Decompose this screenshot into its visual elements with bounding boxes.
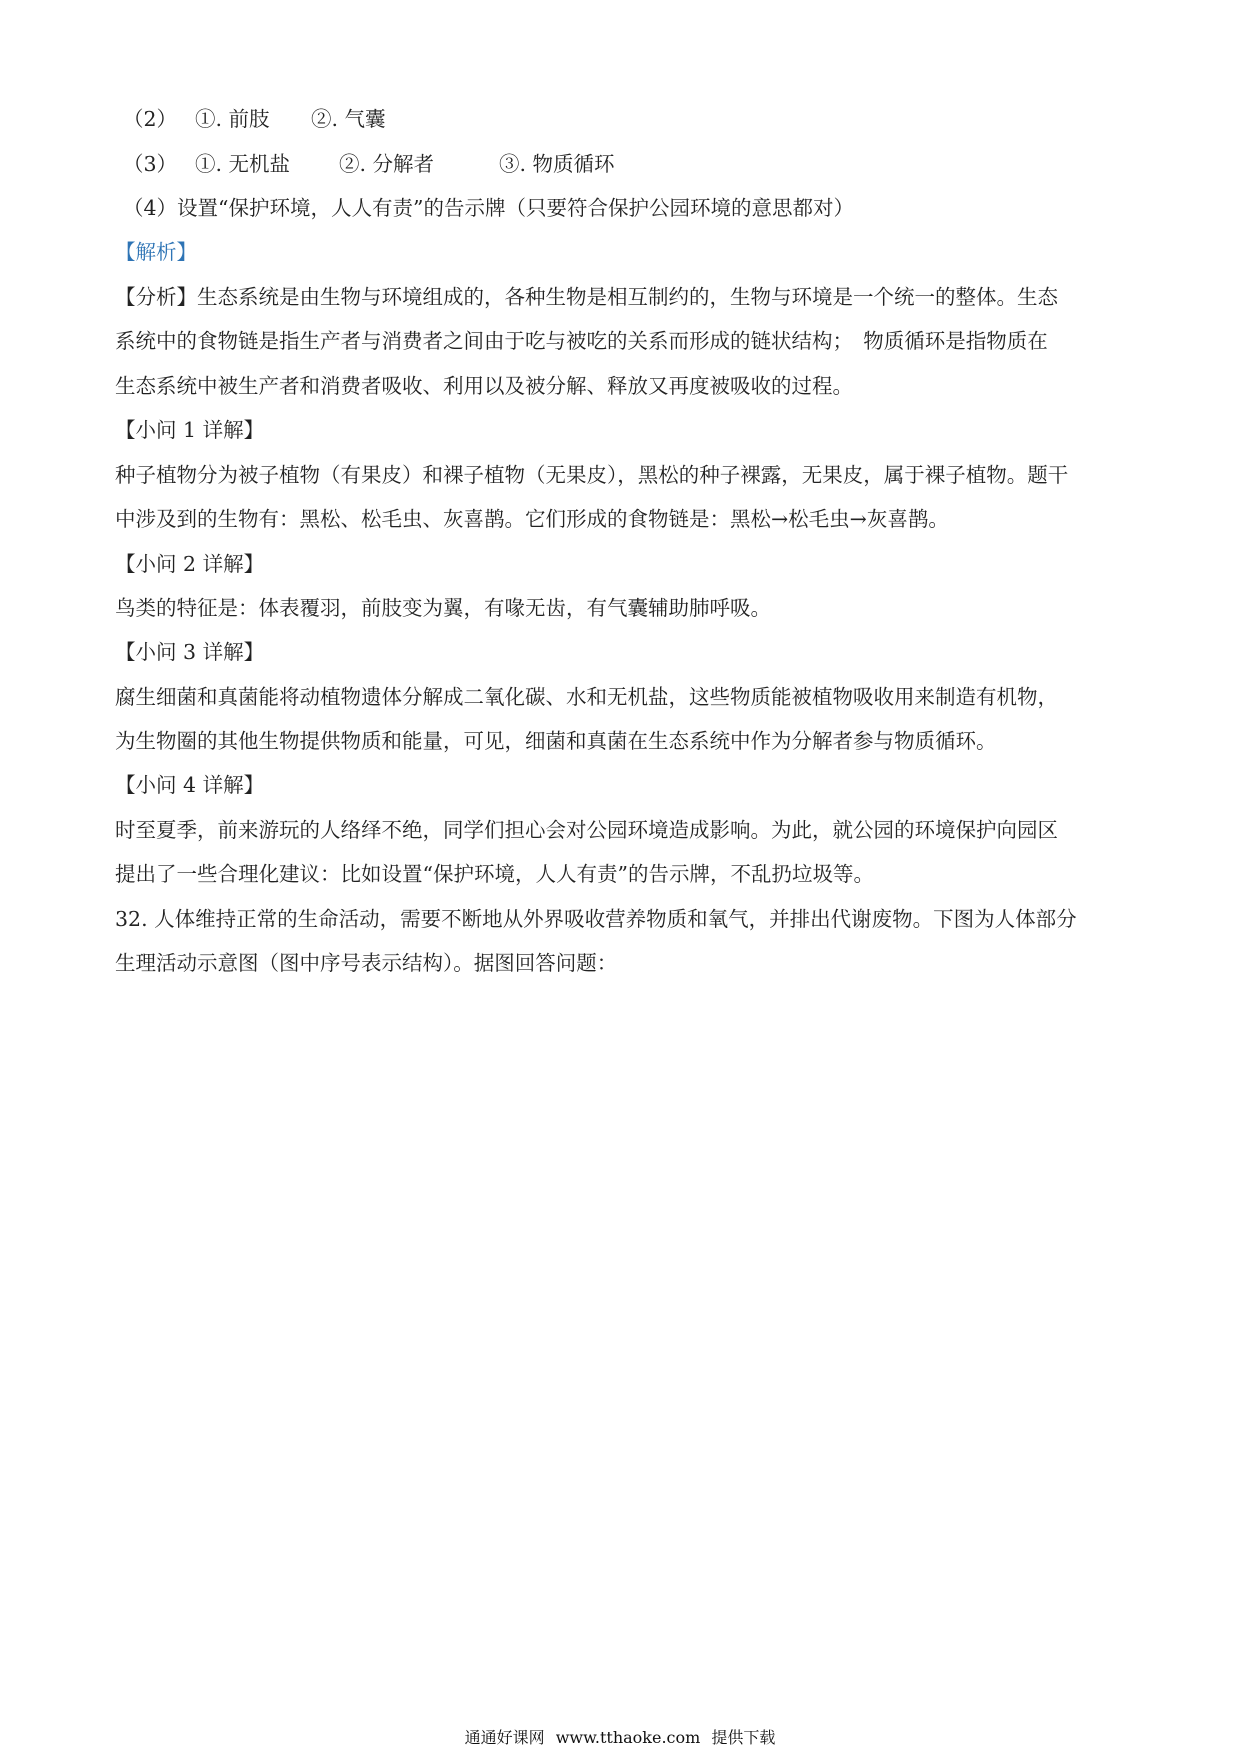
sub1-heading: 【小问 1 详解】 [115, 418, 265, 442]
answer-q3-option-3: ③. 物质循环 [499, 152, 615, 176]
analysis-line: 【分析】生态系统是由生物与环境组成的，各种生物是相互制约的，生物与环境是一个统一的整体。生态 [115, 285, 1058, 309]
answer-q2 [123, 106, 386, 132]
sub1-line: 种子植物分为被子植物（有果皮）和裸子植物（无果皮），黑松的种子裸露，无果皮，属于裸子植物。题干 [115, 463, 1069, 487]
footer-site-name: 通通好课网 [464, 1728, 545, 1747]
answer-q2-label: （2） [123, 107, 178, 131]
answer-q2-option-2: ②. 气囊 [311, 107, 386, 131]
sub3-heading: 【小问 3 详解】 [115, 640, 265, 664]
sub2-line: 鸟类的特征是：体表覆羽，前肢变为翼，有喙无齿，有气囊辅助肺呼吸。 [115, 596, 771, 620]
sub1-line: 中涉及到的生物有：黑松、松毛虫、灰喜鹊。它们形成的食物链是：黑松→松毛虫→灰喜鹊。 [115, 507, 949, 531]
answer-q3-label: （3） [123, 152, 178, 176]
answer-q2-option-1: ①. 前肢 [195, 107, 270, 131]
answer-q3-option-2: ②. 分解者 [339, 152, 435, 176]
answer-q3 [123, 151, 615, 177]
answer-q3-option-1: ①. 无机盐 [195, 152, 291, 176]
sub4-line: 提出了一些合理化建议：比如设置“保护环境，人人有责”的告示牌，不乱扔垃圾等。 [115, 862, 874, 886]
page-footer [0, 1728, 1240, 1748]
footer-note: 提供下载 [711, 1728, 776, 1747]
sub3-line: 为生物圈的其他生物提供物质和能量，可见，细菌和真菌在生态系统中作为分解者参与物质循环。 [115, 729, 997, 753]
analysis-line: 系统中的食物链是指生产者与消费者之间由于吃与被吃的关系而形成的链状结构； 物质循环是指物质在 [115, 329, 1048, 353]
answer-q4: （4）设置“保护环境，人人有责”的告示牌（只要符合保护公园环境的意思都对） [123, 196, 855, 220]
sub3-line: 腐生细菌和真菌能将动植物遗体分解成二氧化碳、水和无机盐，这些物质能被植物吸收用来制造有机物， [115, 685, 1058, 709]
question32-line: 32. 人体维持正常的生命活动，需要不断地从外界吸收营养物质和氧气，并排出代谢废物。下图为人体部分 [115, 907, 1077, 931]
analysis-line: 生态系统中被生产者和消费者吸收、利用以及被分解、释放又再度被吸收的过程。 [115, 374, 853, 398]
sub4-heading: 【小问 4 详解】 [115, 773, 265, 797]
sub4-line: 时至夏季，前来游玩的人络绎不绝，同学们担心会对公园环境造成影响。为此，就公园的环境保护向园区 [115, 818, 1058, 842]
footer-url[interactable]: www.tthaoke.com [555, 1728, 701, 1747]
sub2-heading: 【小问 2 详解】 [115, 552, 265, 576]
question32-line: 生理活动示意图（图中序号表示结构）。据图回答问题： [115, 951, 618, 975]
analysis-heading: 【解析】 [115, 240, 197, 264]
